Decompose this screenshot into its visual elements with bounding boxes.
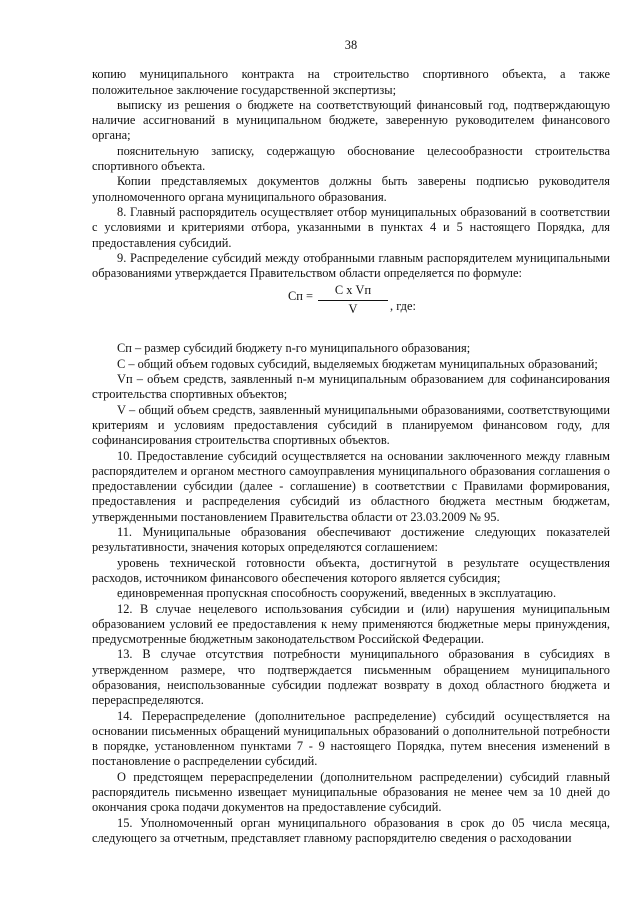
- document-body-bottom: [92, 341, 610, 846]
- paragraph: О предстоящем перераспределении (дополнительном распределении) субсидий главный распорядитель письменно извещает муниципальные образования не менее чем за 10 дней до окончания срока подачи документов на предоставление субсидий.: [92, 769, 610, 815]
- paragraph: Vп – объем средств, заявленный n-м муниципальным образованием для софинансирования строительства спортивных объектов;: [92, 372, 610, 402]
- paragraph: 10. Предоставление субсидий осуществляется на основании заключенного между главным распорядителем и органом местного самоуправления муниципального образования соглашения о предоставлении субсидии (далее - соглашение) в соответствии с Правилами формирования, предоставления и распределения субсидий из областного бюджета местным бюджетам, утвержденными постановлением Правительства области от 23.03.2009 № 95.: [92, 448, 610, 524]
- paragraph: Сп – размер субсидий бюджету n-го муниципального образования;: [117, 341, 471, 356]
- page-number: 38: [344, 38, 358, 52]
- document-body-top: [92, 67, 610, 281]
- formula-denominator: V: [348, 301, 358, 316]
- formula-suffix: , где:: [390, 299, 416, 314]
- paragraph: уровень технической готовности объекта, достигнутой в результате осуществления расходов, источником финансового обеспечения которого является субсидия;: [92, 555, 610, 585]
- paragraph: 14. Перераспределение (дополнительное распределение) субсидий осуществляется на основании письменных обращений муниципальных образований о дополнительной потребности в порядке, установленном пунктами 7 - 9 настоящего Порядка, путем внесения изменений в постановление о распределении субсидий.: [92, 708, 610, 769]
- paragraph: 11. Муниципальные образования обеспечивают достижение следующих показателей результативности, значения которых определяются соглашением:: [92, 525, 610, 555]
- paragraph: выписку из решения о бюджете на соответствующий финансовый год, подтверждающую наличие ассигнований в муниципальном бюджете, заверенную руководителем финансового органа;: [92, 97, 610, 143]
- paragraph: 15. Уполномоченный орган муниципального образования в срок до 05 числа месяца, следующего за отчетным, представляет главному распорядителю сведения о расходовании: [92, 815, 610, 845]
- paragraph: единовременная пропускная способность сооружений, введенных в эксплуатацию.: [117, 586, 557, 601]
- formula-lhs: Сп =: [288, 289, 313, 304]
- paragraph: 13. В случае отсутствия потребности муниципального образования в субсидиях в утвержденном размере, что подтверждается письменным обращением муниципального образования, неиспользованные субсидии подлежат возврату в доход областного бюджета и перераспределяются.: [92, 647, 610, 708]
- formula-fraction: [318, 283, 388, 317]
- paragraph: копию муниципального контракта на строительство спортивного объекта, а также положительное заключение государственной экспертизы;: [92, 67, 610, 97]
- paragraph: V – общий объем средств, заявленный муниципальными образованиями, соответствующими критериям и условиям предоставления субсидий в планируемом финансовом году, для софинансирования строительства спортивных объектов.: [92, 402, 610, 448]
- paragraph: пояснительную записку, содержащую обоснование целесообразности строительства спортивного объекта.: [92, 143, 610, 174]
- formula-numerator: С х Vп: [318, 283, 388, 300]
- spacer: [92, 327, 610, 341]
- subsidy-formula: [92, 283, 610, 323]
- paragraph: 12. В случае нецелевого использования субсидии и (или) нарушения муниципальным образованием условий ее предоставления к нему применяются бюджетные меры принуждения, предусмотренные бюджетным законодательством Российской Федерации.: [92, 601, 610, 647]
- paragraph: 9. Распределение субсидий между отобранными главным распорядителем муниципальными образованиями утверждается Правительством области определяется по формуле:: [92, 250, 610, 281]
- paragraph: 8. Главный распорядитель осуществляет отбор муниципальных образований в соответствии с условиями и критериями отбора, указанными в пунктах 4 и 5 настоящего Порядка, для предоставления субсидий.: [92, 204, 610, 250]
- paragraph: С – общий объем годовых субсидий, выделяемых бюджетам муниципальных образований;: [117, 356, 598, 371]
- paragraph: Копии представляемых документов должны быть заверены подписью руководителя уполномоченного органа муниципального образования.: [92, 174, 610, 204]
